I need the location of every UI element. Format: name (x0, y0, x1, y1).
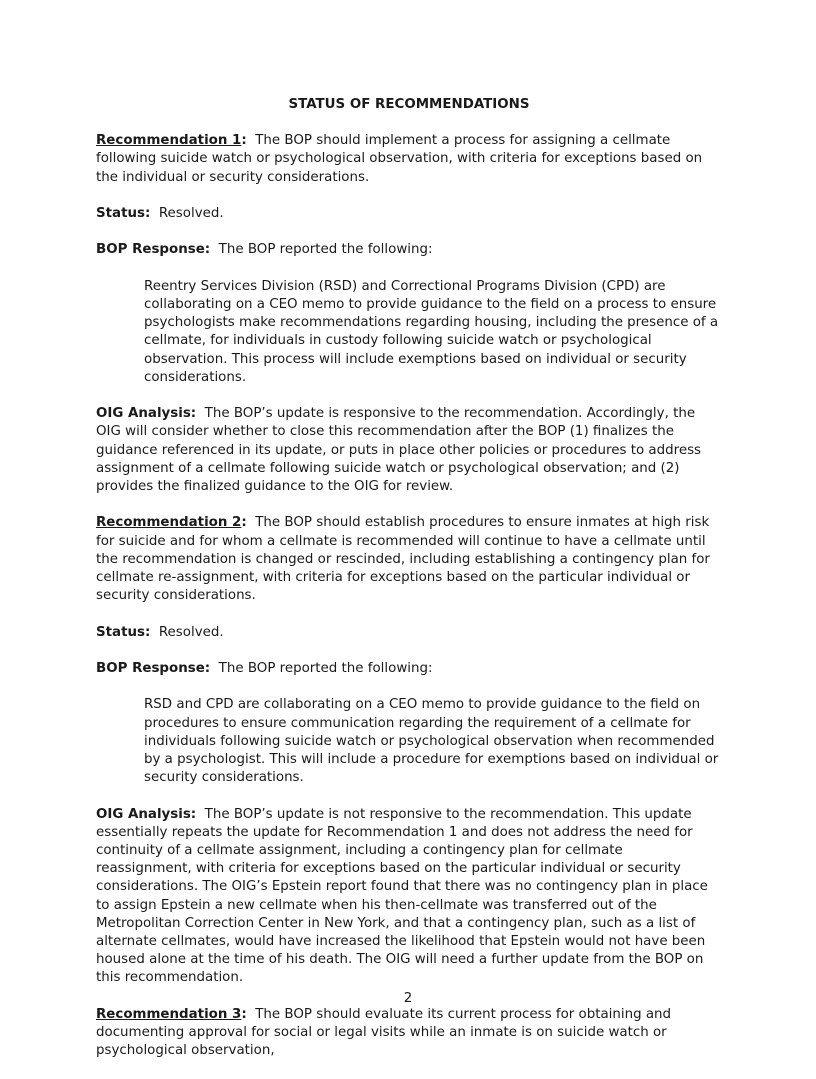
recommendation-2: Recommendation 2: The BOP should establish procedures to ensure inmates at high risk for suicide and for whom a cellmate is recommended will continue to have a cellmate until the recommendation is changed or rescinded, including establishing a contingency plan for cellmate re-assignment, with criteria for exceptions based on the particular individual or security considerations. (96, 515, 710, 604)
status-label: Status: (96, 624, 151, 640)
page-title: STATUS OF RECOMMENDATIONS (288, 97, 530, 112)
recommendation-1-text: The BOP should implement a process for assigning a cellmate following suicide watch or psychological observation, with criteria for exceptions based on the individual or security considerations. (96, 133, 703, 185)
response-label: BOP Response: (96, 660, 211, 676)
recommendation-1-status (96, 205, 722, 223)
recommendation-2-response (96, 660, 722, 678)
recommendation-2-response-quote: RSD and CPD are collaborating on a CEO memo to provide guidance to the field on procedures to ensure communication regarding the requirement of a cellmate for individuals following suicide watch or psychological observation when recommended by a psychologist. This will include a procedure for exemptions based on individual or security considerations. (144, 697, 719, 786)
response-intro: The BOP reported the following: (218, 660, 433, 676)
response-label: BOP Response: (96, 242, 211, 258)
recommendation-3-text: The BOP should evaluate its current process for obtaining and documenting approval for social or legal visits while an inmate is on suicide watch or psychological observation, (96, 1006, 672, 1059)
recommendation-2-label: Recommendation 2 (96, 515, 242, 531)
recommendation-2-text: The BOP should establish procedures to ensure inmates at high risk for suicide and for whom a cellmate is recommended will continue to have a cellmate until the recommendation is changed or rescinded, including establishing a contingency plan for cellmate re-assignment, with criteria for exceptions based on the particular individual or security considerations. (96, 515, 710, 604)
analysis-label: OIG Analysis: (96, 406, 197, 422)
recommendation-1-response-quote: Reentry Services Division (RSD) and Correctional Programs Division (CPD) are collaborating on a CEO memo to provide guidance to the field on a process to ensure psychologists make recommendations regarding housing, including the presence of a cellmate, for individuals in custody following suicide watch or psychological observation. This process will include exemptions based on individual or security considerations. (144, 278, 719, 385)
recommendation-1-label: Recommendation 1 (96, 133, 242, 149)
document-body (96, 96, 722, 1079)
status-label: Status: (96, 206, 151, 221)
recommendation-3-label: Recommendation 3 (96, 1006, 242, 1022)
response-intro: The BOP reported the following: (218, 242, 433, 258)
status-value: Resolved. (158, 624, 224, 640)
recommendation-1: Recommendation 1: The BOP should implement a process for assigning a cellmate following suicide watch or psychological observation, with criteria for exceptions based on the individual or security considerations. (96, 133, 703, 185)
page-number: 2 (403, 991, 413, 1006)
status-value: Resolved. (158, 206, 224, 221)
analysis-label: OIG Analysis: (96, 806, 197, 822)
recommendation-2-status (96, 624, 722, 642)
analysis-text: The BOP’s update is responsive to the recommendation. Accordingly, the OIG will consider whether to close this recommendation after the BOP (1) finalizes the guidance referenced in its update, or puts in place other policies or procedures to address assignment of a cellmate following suicide watch or psychological observation; and (2) provides the finalized guidance to the OIG for review. (96, 406, 702, 494)
recommendation-1-analysis (96, 405, 722, 496)
analysis-text: The BOP’s update is not responsive to the recommendation. This update essentially repeats the update for Recommendation 1 and does not address the need for continuity of a cellmate assignment, including a contingency plan for cellmate reassignment, with criteria for exceptions based on the particular individual or security considerations. The OIG’s Epstein report found that there was no contingency plan in place to assign Epstein a new cellmate when his then-cellmate was transferred out of the Metropolitan Correction Center in New York, and that a contingency plan, such as a list of alternate cellmates, would have increased the likelihood that Epstein would not have been housed alone at the time of his death. The OIG will need a further update from the BOP on this recommendation. (96, 806, 708, 986)
recommendation-2-analysis (96, 806, 722, 988)
recommendation-3: Recommendation 3: The BOP should evaluate its current process for obtaining and documenting approval for social or legal visits while an inmate is on suicide watch or psychological observation, (96, 1006, 672, 1059)
recommendation-1-response (96, 241, 722, 259)
